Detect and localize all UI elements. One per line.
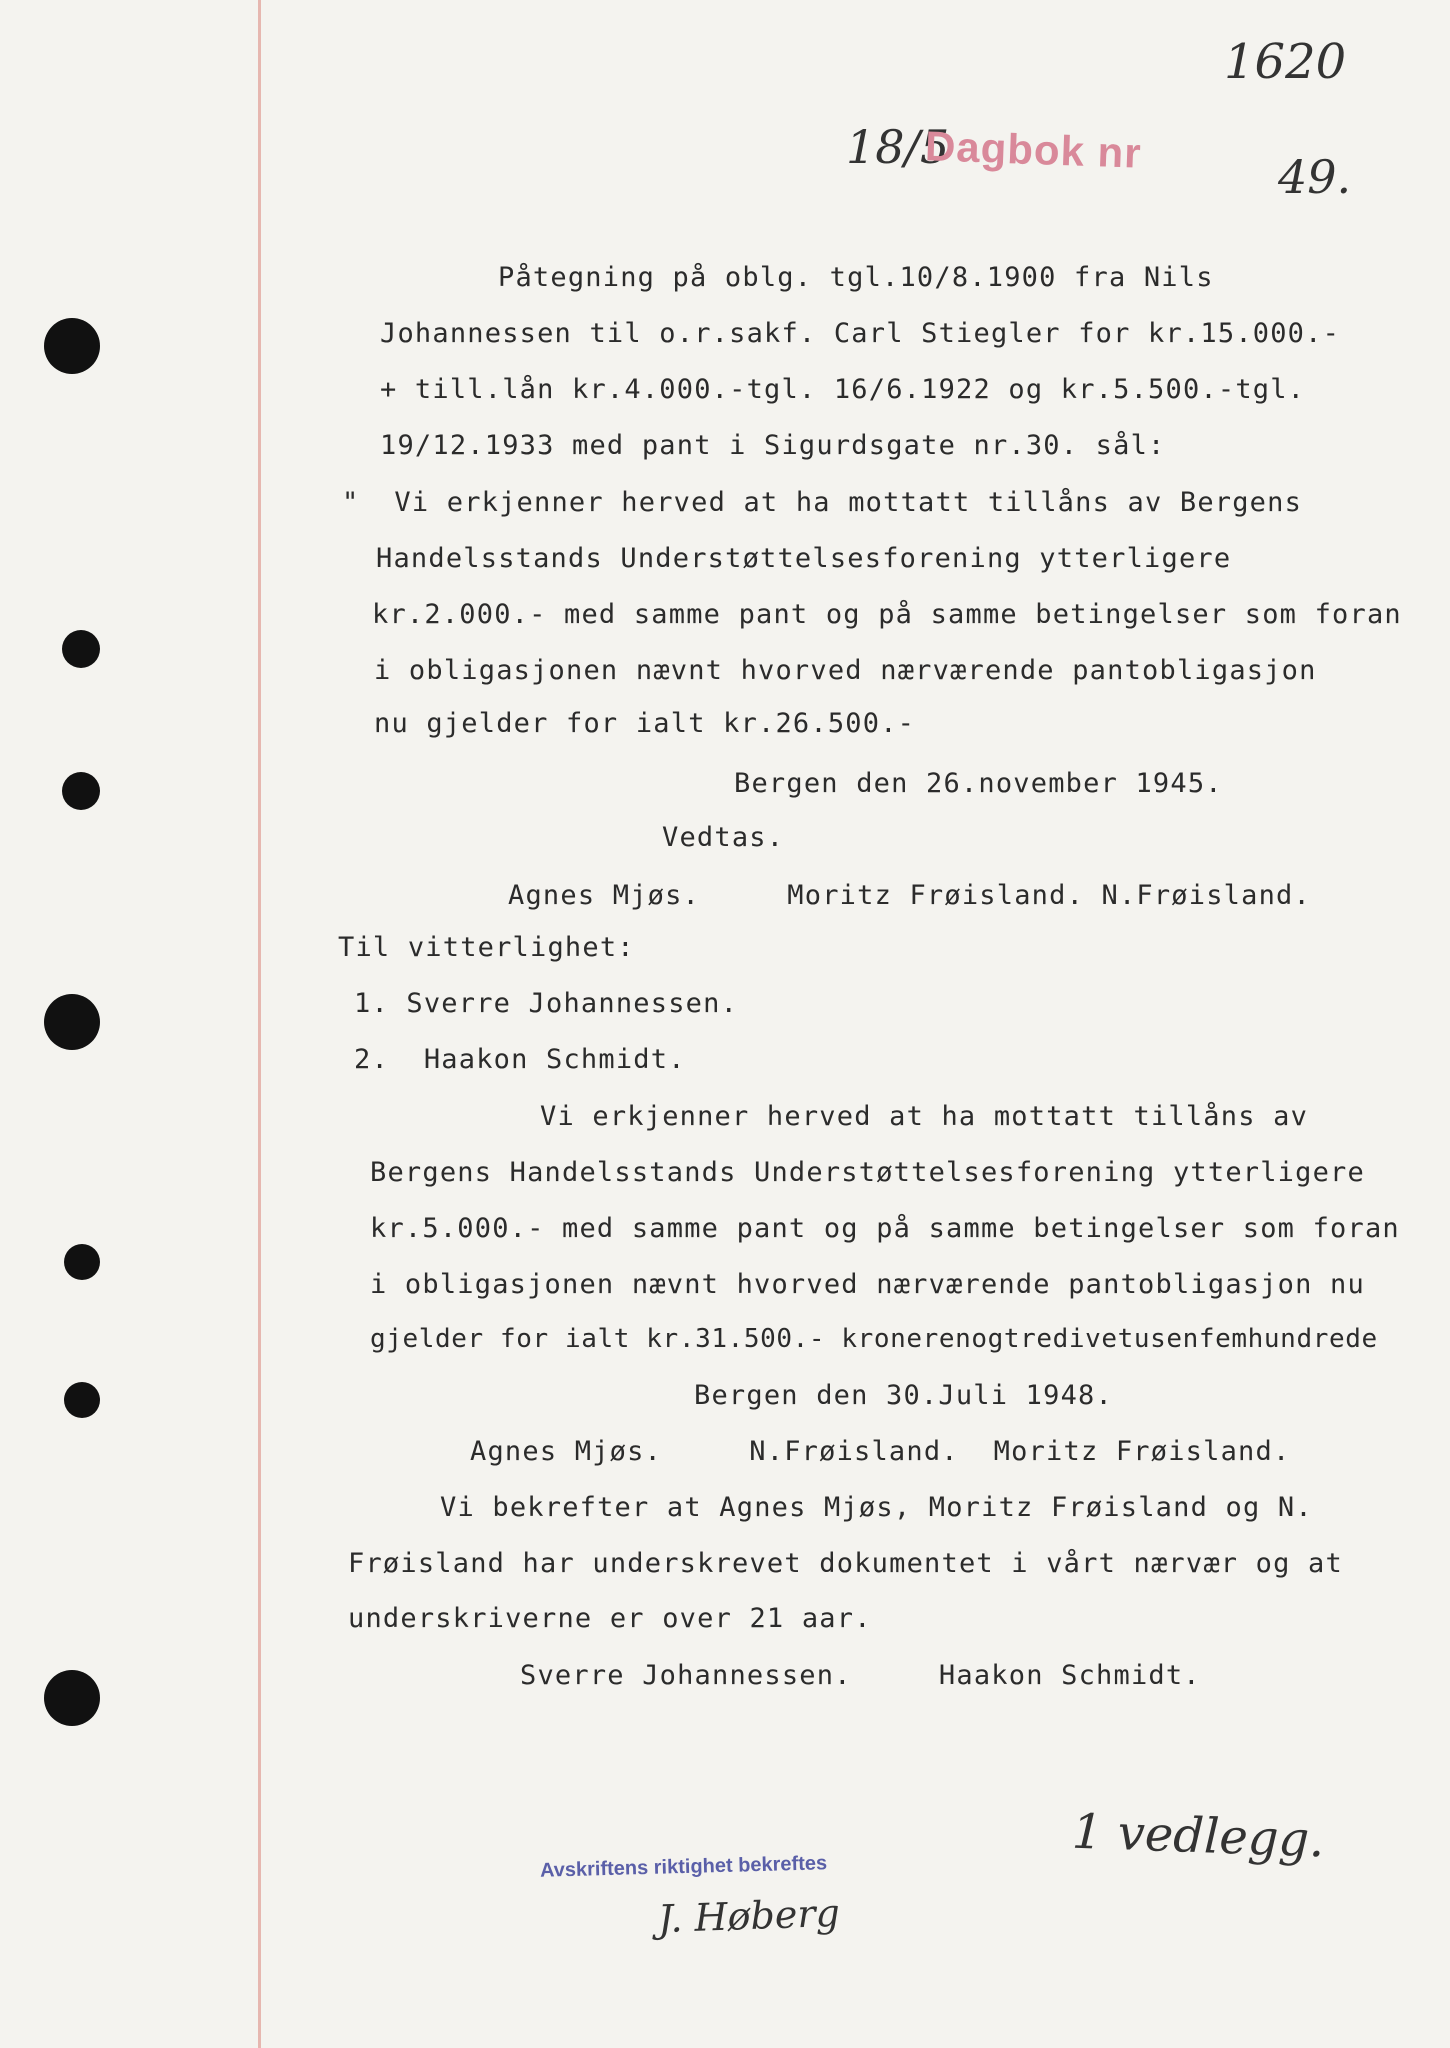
dagbok-year: 49. [1278, 150, 1352, 204]
punch-hole-6 [64, 1382, 100, 1418]
body-line-24: Frøisland har underskrevet dokumentet i vårt nærvær og at [348, 1548, 1343, 1579]
dagbok-stamp: Dagbok nr [924, 122, 1143, 177]
punch-hole-2 [62, 630, 100, 668]
footer-signature: J. Høberg [657, 1890, 841, 1942]
punch-hole-5 [64, 1244, 100, 1280]
punch-hole-4 [44, 994, 100, 1050]
certification-stamp: Avskriftens riktighet bekreftes [539, 1852, 828, 1882]
body-line-1: Påtegning på oblg. tgl.10/8.1900 fra Nils [498, 262, 1214, 293]
body-line-4: 19/12.1933 med pant i Sigurdsgate nr.30. sål: [380, 430, 1166, 461]
body-line-5: " Vi erkjenner herved at ha mottatt tillåns av Bergens [342, 487, 1303, 518]
annotation-vedlegg: 1 vedlegg. [1071, 1803, 1326, 1869]
header-date: 18/5 [846, 120, 950, 174]
body-line-10: Bergen den 26.november 1945. [734, 768, 1223, 799]
body-line-11: Vedtas. [662, 822, 785, 853]
body-line-9: nu gjelder for ialt kr.26.500.- [374, 708, 916, 739]
body-line-12: Agnes Mjøs. Moritz Frøisland. N.Frøisland. [508, 880, 1311, 911]
body-line-20: gjelder for ialt kr.31.500.- kronerenogtredivetusenfemhundrede [370, 1324, 1378, 1354]
body-line-23: Vi bekrefter at Agnes Mjøs, Moritz Frøisland og N. [440, 1492, 1313, 1523]
body-line-15: 2. Haakon Schmidt. [354, 1044, 686, 1075]
body-line-3: + till.lån kr.4.000.-tgl. 16/6.1922 og kr.5.500.-tgl. [380, 374, 1306, 405]
margin-line [258, 0, 261, 2048]
body-line-8: i obligasjonen nævnt hvorved nærværende pantobligasjon [374, 655, 1317, 686]
body-line-7: kr.2.000.- med samme pant og på samme betingelser som foran [372, 599, 1402, 630]
body-line-21: Bergen den 30.Juli 1948. [694, 1380, 1113, 1411]
dagbok-number: 1620 [1224, 34, 1347, 90]
punch-hole-3 [62, 772, 100, 810]
punch-hole-1 [44, 318, 100, 374]
body-line-18: kr.5.000.- med samme pant og på samme betingelser som foran [370, 1213, 1400, 1244]
body-line-26: Sverre Johannessen. Haakon Schmidt. [520, 1660, 1201, 1691]
body-line-16: Vi erkjenner herved at ha mottatt tillåns av [540, 1101, 1309, 1132]
body-line-2: Johannessen til o.r.sakf. Carl Stiegler for kr.15.000.- [380, 318, 1341, 349]
body-line-6: Handelsstands Understøttelsesforening ytterligere [376, 543, 1232, 574]
body-line-17: Bergens Handelsstands Understøttelsesforening ytterligere [370, 1157, 1365, 1188]
punch-hole-7 [44, 1670, 100, 1726]
body-line-14: 1. Sverre Johannessen. [354, 988, 739, 1019]
body-line-25: underskriverne er over 21 aar. [348, 1603, 872, 1634]
body-line-19: i obligasjonen nævnt hvorved nærværende pantobligasjon nu [370, 1269, 1365, 1300]
body-line-13: Til vitterlighet: [338, 932, 635, 963]
body-line-22: Agnes Mjøs. N.Frøisland. Moritz Frøisland. [470, 1436, 1291, 1467]
